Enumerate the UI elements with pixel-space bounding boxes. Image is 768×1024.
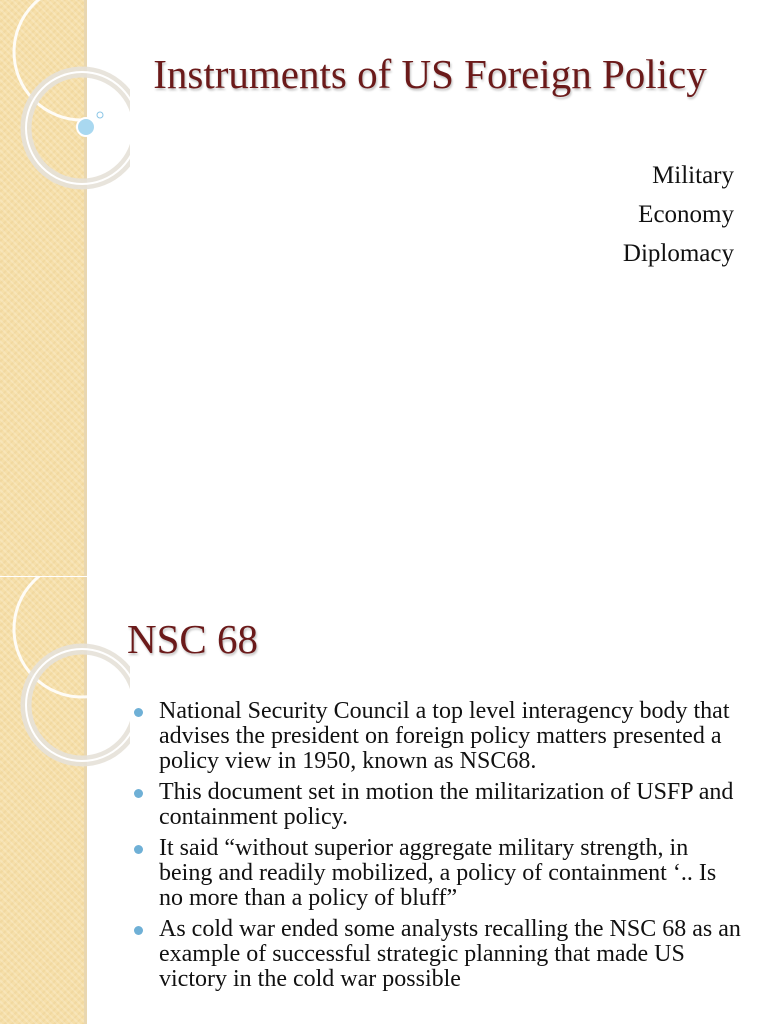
bullet-item	[131, 780, 741, 830]
bullet-item	[131, 836, 741, 911]
bullet-text: It said “without superior aggregate military strength, in being and readily mobilized, a policy of containment ‘.. Is no more than a policy of bluff”	[159, 835, 717, 911]
slide-title: NSC 68	[127, 616, 259, 662]
instrument-item: Military	[652, 162, 734, 189]
bullet-icon	[134, 845, 143, 854]
bullet-text: This document set in motion the militarization of USFP and containment policy.	[159, 779, 734, 830]
bullet-text: National Security Council a top level interagency body that advises the president on foreign policy matters presented a policy view in 1950, known as NSC68.	[159, 698, 730, 774]
bullet-item	[131, 917, 741, 992]
bullet-icon	[134, 926, 143, 935]
slide-title: Instruments of US Foreign Policy	[153, 51, 707, 97]
instrument-item: Diplomacy	[622, 240, 734, 267]
bullet-text: As cold war ended some analysts recalling the NSC 68 as an example of successful strategic planning that made US victory in the cold war possible	[159, 916, 741, 992]
decorative-circles-icon	[0, 577, 130, 777]
decorative-circles-icon	[0, 0, 130, 200]
instrument-list	[623, 156, 734, 273]
slide-2	[0, 577, 768, 1024]
bullet-icon	[134, 789, 143, 798]
bullet-item	[131, 699, 741, 774]
bullet-list	[131, 699, 741, 998]
bullet-icon	[134, 708, 143, 717]
instrument-item: Economy	[638, 201, 734, 228]
